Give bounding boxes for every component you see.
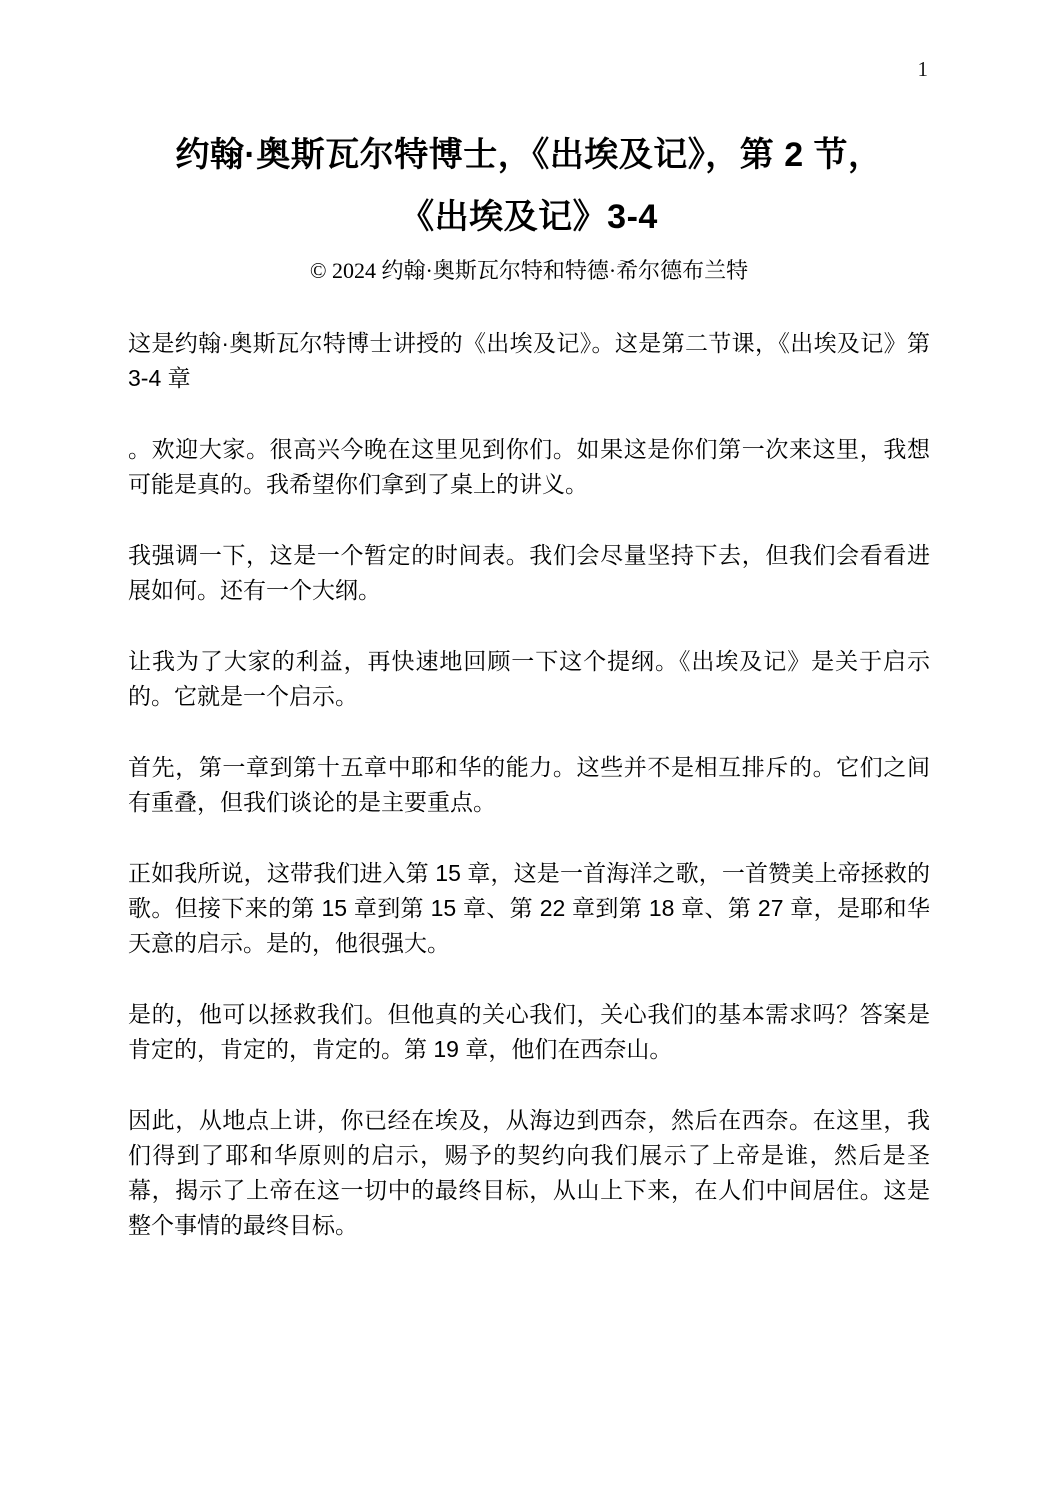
paragraph-2: 。欢迎大家。很高兴今晚在这里见到你们。如果这是你们第一次来这里，我想可能是真的。我希望你们拿到了桌上的讲义。	[128, 436, 930, 497]
paragraph-6: 正如我所说，这带我们进入第 15 章，这是一首海洋之歌，一首赞美上帝拯救的歌。但接下来的第 15 章到第 15 章、第 22 章到第 18 章、第 27 章，是耶和华天意的启示。是的，他很强大。	[128, 860, 930, 956]
paragraph-7: 是的，他可以拯救我们。但他真的关心我们，关心我们的基本需求吗？答案是肯定的，肯定的，肯定的。第 19 章，他们在西奈山。	[128, 1001, 930, 1062]
paragraph-5: 首先，第一章到第十五章中耶和华的能力。这些并不是相互排斥的。它们之间有重叠，但我们谈论的是主要重点。	[128, 754, 930, 815]
copyright-line: © 2024 约翰·奥斯瓦尔特和特德·希尔德布兰特	[309, 258, 749, 283]
page-number: 1	[917, 57, 928, 81]
paragraph-1: 这是约翰·奥斯瓦尔特博士讲授的《出埃及记》。这是第二节课，《出埃及记》第 3-4 章	[128, 330, 930, 391]
document-title	[128, 124, 930, 248]
paragraph-3: 我强调一下，这是一个暂定的时间表。我们会尽量坚持下去，但我们会看看进展如何。还有一个大纲。	[128, 542, 930, 603]
title-line-2: 《出埃及记》3-4	[400, 198, 658, 236]
document-body	[128, 326, 930, 1243]
paragraph-4: 让我为了大家的利益，再快速地回顾一下这个提纲。《出埃及记》是关于启示的。它就是一个启示。	[128, 648, 930, 709]
title-line-1: 约翰·奥斯瓦尔特博士，《出埃及记》，第 2 节，	[175, 136, 883, 174]
paragraph-8: 因此，从地点上讲，你已经在埃及，从海边到西奈，然后在西奈。在这里，我们得到了耶和华原则的启示，赐予的契约向我们展示了上帝是谁，然后是圣幕，揭示了上帝在这一切中的最终目标，从山上下来，在人们中间居住。这是整个事情的最终目标。	[128, 1107, 930, 1238]
